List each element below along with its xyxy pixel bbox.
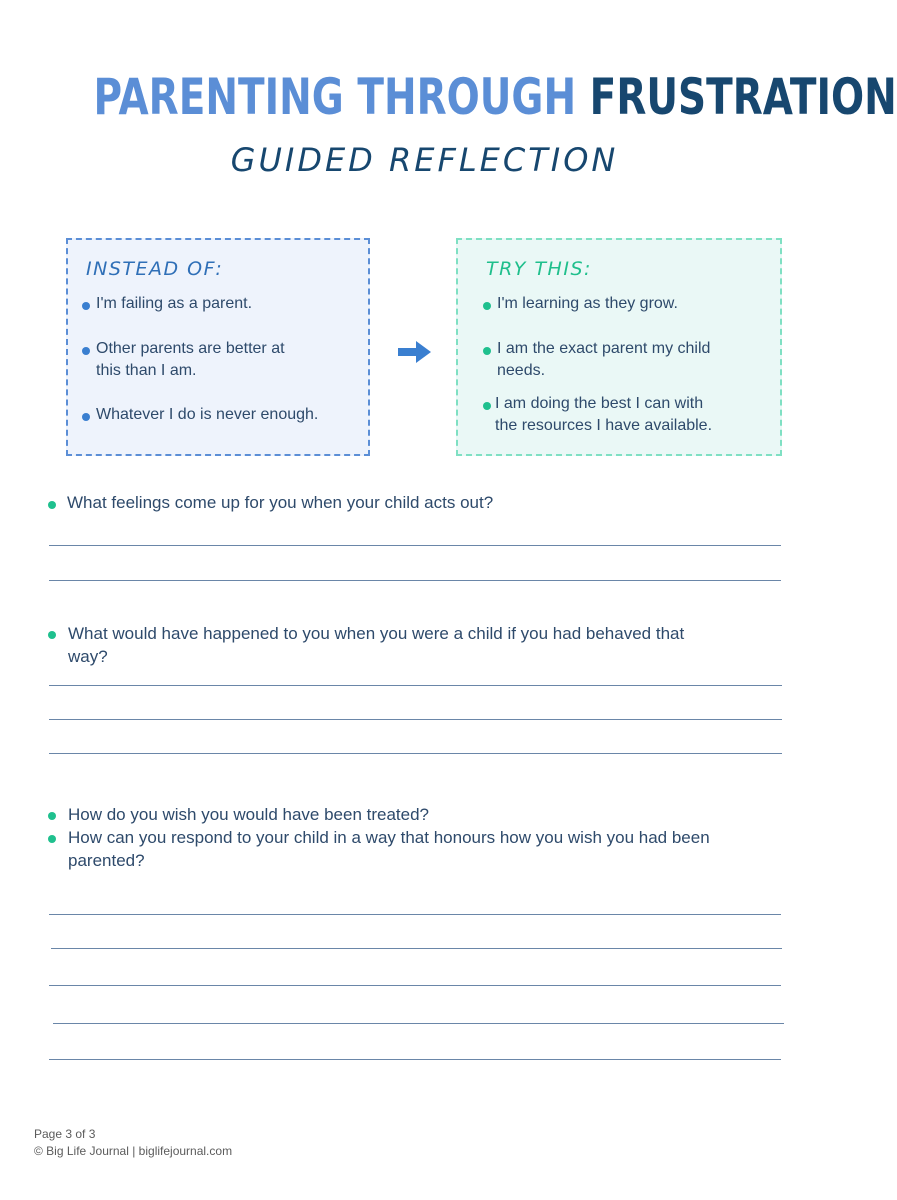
try-this-item-2: I am the exact parent my child (497, 340, 711, 357)
answer-line[interactable] (49, 1059, 781, 1060)
bullet-icon (82, 302, 90, 310)
question-bullet-icon (48, 501, 56, 509)
copyright-link[interactable]: © Big Life Journal | biglifejournal.com (34, 1144, 233, 1158)
try-this-heading: TRY THIS: (486, 258, 592, 280)
try-this-box (456, 238, 782, 456)
bullet-icon (82, 413, 90, 421)
bullet-icon (483, 302, 491, 310)
page-subtitle: GUIDED REFLECTION (230, 141, 619, 179)
title-part2: FRUSTRATION (589, 68, 897, 126)
question-2: What would have happened to you when you were a child if you had behaved that (68, 624, 685, 643)
instead-of-heading: INSTEAD OF: (86, 258, 224, 280)
answer-line[interactable] (49, 685, 782, 686)
page-number: Page 3 of 3 (34, 1127, 96, 1141)
question-3: How do you wish you would have been treated? (68, 805, 430, 824)
answer-line[interactable] (53, 1023, 784, 1024)
question-1: What feelings come up for you when your child acts out? (67, 493, 494, 512)
question-bullet-icon (48, 812, 56, 820)
bullet-icon (483, 347, 491, 355)
answer-line[interactable] (49, 545, 781, 546)
bullet-icon (82, 347, 90, 355)
try-this-item-2-cont: needs. (497, 362, 546, 379)
try-this-item-1: I'm learning as they grow. (497, 295, 678, 312)
question-4-cont: parented? (68, 851, 145, 870)
answer-line[interactable] (49, 753, 782, 754)
instead-of-item-2-cont: this than I am. (96, 362, 197, 379)
answer-line[interactable] (49, 914, 781, 915)
instead-of-item-2: Other parents are better at (96, 340, 285, 357)
arrow-right-icon (398, 340, 432, 364)
question-bullet-icon (48, 631, 56, 639)
page-title (93, 62, 897, 132)
bullet-icon (483, 402, 491, 410)
question-2-cont: way? (68, 647, 108, 666)
instead-of-item-3: Whatever I do is never enough. (96, 406, 319, 423)
title-part1: PARENTING THROUGH (93, 68, 577, 126)
answer-line[interactable] (49, 985, 781, 986)
answer-line[interactable] (51, 948, 782, 949)
try-this-item-3-cont: the resources I have available. (495, 417, 713, 434)
question-bullet-icon (48, 835, 56, 843)
instead-of-box (66, 238, 370, 456)
answer-line[interactable] (49, 719, 782, 720)
answer-line[interactable] (49, 580, 781, 581)
instead-of-item-1: I'm failing as a parent. (96, 295, 253, 312)
try-this-item-3: I am doing the best I can with (495, 395, 704, 412)
question-4: How can you respond to your child in a way that honours how you wish you had been (68, 828, 710, 847)
